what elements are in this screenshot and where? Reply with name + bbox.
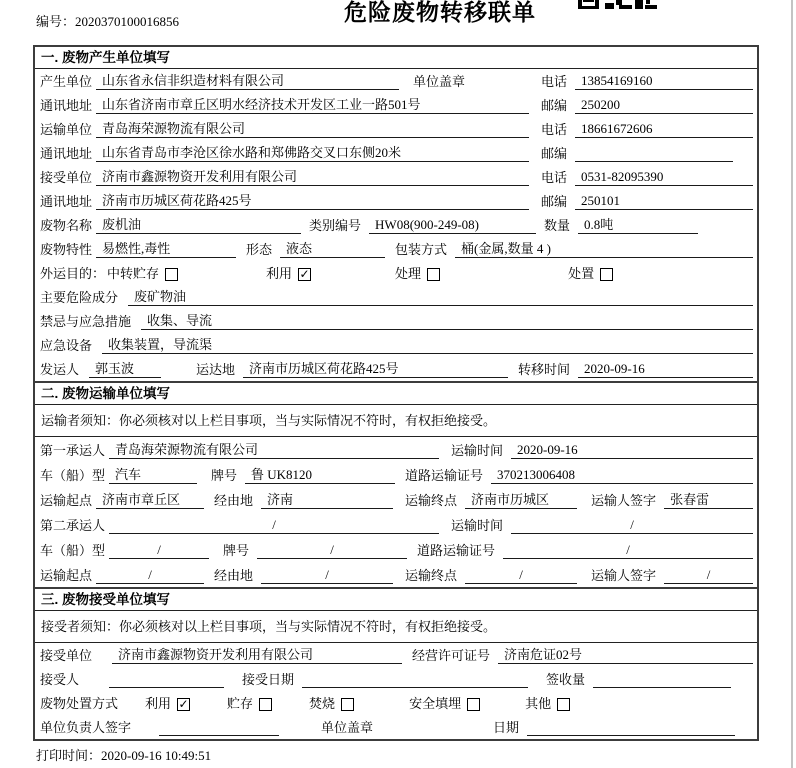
receiver-zip-group: [541, 193, 753, 210]
via1-value: 济南: [261, 492, 393, 509]
transfer-date-value: 2020-09-16: [578, 361, 753, 378]
transport-date1-label: 运输时间: [451, 443, 504, 458]
main-hazard-row: [35, 285, 757, 309]
producer-zip-value: 250200: [575, 97, 753, 114]
receiver-notice: 接受者须知：你必须核对以上栏目事项，当与实际情况不符时，有权拒绝接受。: [35, 611, 757, 643]
producer-address-value: 山东省济南市章丘区明水经济技术开发区工业一路501号: [96, 97, 529, 114]
carrier1-value: 青岛海荣源物流有限公司: [109, 442, 439, 459]
destination-value: 济南市历城区荷花路425号: [243, 361, 508, 378]
carrier2-row: [35, 512, 757, 537]
terminal1-label: 运输终点: [405, 493, 458, 508]
purpose-transfer-storage-label: 中转贮存: [107, 266, 160, 281]
waste-property-label: 废物特性: [40, 242, 93, 257]
purpose-recycle-checkbox: ✓: [299, 267, 310, 281]
qr-code-fragment: [578, 0, 658, 10]
destination-label: 运达地: [196, 362, 236, 377]
route1-row: [35, 487, 757, 512]
vehicle-type2-value: /: [109, 542, 209, 559]
transport-unit-row: [35, 117, 757, 141]
plate-number1-label: 牌号: [211, 468, 238, 483]
waste-code-value: HW08(900-249-08): [369, 217, 536, 234]
unit-seal-label: 单位盖章: [413, 74, 466, 89]
packing-method-label: 包装方式: [395, 242, 448, 257]
received-amount-value: [593, 672, 731, 688]
producer-zip-label: 邮编: [541, 98, 568, 113]
waste-property-value: 易燃性,毒性: [96, 241, 236, 258]
transport-date2-label: 运输时间: [451, 518, 504, 533]
section-transporter-header: 二. 废物运输单位填写: [35, 383, 757, 405]
consignor-value: 郭玉波: [89, 361, 161, 378]
license-no-value: 济南危证02号: [498, 647, 753, 664]
producer-unit-value: 山东省永信非织造材料有限公司: [96, 73, 399, 90]
receiver-address-value: 济南市历城区荷花路425号: [96, 193, 529, 210]
terminal2-label: 运输终点: [405, 568, 458, 583]
section-receiver: [33, 587, 759, 741]
serial-number-line: [36, 14, 179, 30]
transport-zip-label: 邮编: [541, 146, 568, 161]
transport-address-row: [35, 141, 757, 165]
receive-stamp-date-value: [527, 720, 735, 736]
transport-phone-label: 电话: [541, 122, 568, 137]
consignor-label: 发运人: [40, 362, 80, 377]
emergency-equipment-value: 收集装置，导流渠: [102, 337, 753, 354]
document-header: [0, 0, 796, 45]
via2-value: /: [261, 567, 393, 584]
transporter-sign2-label: 运输人签字: [591, 568, 657, 583]
section-producer-header: 一. 废物产生单位填写: [35, 47, 757, 69]
print-time-label: 打印时间：: [36, 748, 102, 763]
purpose-disposal-checkbox: [600, 268, 613, 281]
disposal-incineration-label: 焚烧: [309, 696, 336, 711]
producer-address-label: 通讯地址: [40, 98, 93, 113]
emergency-equipment-label: 应急设备: [40, 338, 93, 353]
main-hazard-label: 主要危险成分: [40, 290, 119, 305]
disposal-other-label: 其他: [525, 696, 552, 711]
main-hazard-value: 废矿物油: [128, 289, 753, 306]
vehicle1-row: [35, 462, 757, 487]
receiver-zip-value: 250101: [575, 193, 753, 210]
receiver-phone-group: [541, 169, 753, 186]
packing-method-value: 桶(金属,数量 4 ): [455, 241, 753, 258]
disposal-storage-checkbox: [259, 698, 272, 711]
receiver-unit-value: 济南市鑫源物资开发利用有限公司: [96, 169, 529, 186]
origin1-value: 济南市章丘区: [96, 492, 204, 509]
producer-phone-group: [541, 73, 753, 90]
vehicle-type1-value: 汽车: [109, 467, 197, 484]
section-transporter: [33, 381, 759, 589]
plate-number2-label: 牌号: [223, 543, 250, 558]
terminal2-value: /: [465, 567, 577, 584]
receive-person-value: [109, 672, 224, 688]
section-producer: [33, 45, 759, 383]
receiver-seal-label: 单位盖章: [321, 720, 374, 735]
waste-name-value: 废机油: [96, 217, 301, 234]
receive-date-value: [302, 672, 528, 688]
license-no-label: 经营许可证号: [412, 648, 491, 663]
waste-code-label: 类别编号: [309, 218, 362, 233]
producer-phone-label: 电话: [541, 74, 568, 89]
producer-address-row: [35, 93, 757, 117]
vehicle-type1-label: 车（船）型: [40, 468, 106, 483]
origin2-label: 运输起点: [40, 568, 93, 583]
transport-phone-value: 18661672606: [575, 121, 753, 138]
transporter-notice: 运输者须知：你必须核对以上栏目事项，当与实际情况不符时，有权拒绝接受。: [35, 405, 757, 437]
transport-address-label: 通讯地址: [40, 146, 93, 161]
emergency-measures-row: [35, 309, 757, 333]
road-permit2-value: /: [503, 542, 753, 559]
waste-property-row: [35, 237, 757, 261]
disposal-other-checkbox: [557, 698, 570, 711]
manager-sign-value: [159, 720, 279, 736]
disposal-landfill-checkbox: [467, 698, 480, 711]
receiver-unit-row: [35, 165, 757, 189]
carrier1-row: [35, 437, 757, 462]
waste-form-value: 液态: [280, 241, 385, 258]
disposal-method-label: 废物处置方式: [40, 696, 119, 711]
receiver-phone-label: 电话: [541, 170, 568, 185]
purpose-disposal-label: 处置: [568, 266, 595, 281]
disposal-incineration-checkbox: [341, 698, 354, 711]
purpose-transfer-storage-checkbox: [165, 268, 178, 281]
producer-unit-row: [35, 69, 757, 93]
transfer-purpose-label: 外运目的：: [40, 266, 106, 281]
received-amount-label: 签收量: [545, 672, 585, 687]
road-permit1-value: 370213006408: [491, 467, 753, 484]
plate-number1-value: 鲁 UK8120: [245, 467, 395, 484]
carrier1-label: 第一承运人: [40, 443, 106, 458]
transport-date2-value: /: [511, 517, 753, 534]
receive-person-row: [35, 667, 757, 691]
serial-label: 编号：: [36, 14, 76, 29]
transport-zip-value: [575, 146, 733, 162]
disposal-method-row: [35, 691, 757, 715]
transport-unit-label: 运输单位: [40, 122, 93, 137]
purpose-recycle-label: 利用: [266, 266, 293, 281]
receiver-address-label: 通讯地址: [40, 194, 93, 209]
transfer-purpose-row: [35, 261, 757, 285]
print-time-line: [36, 748, 211, 764]
manager-sign-label: 单位负责人签字: [40, 720, 132, 735]
transporter-sign2-value: /: [664, 567, 753, 584]
via1-label: 经由地: [214, 493, 254, 508]
purpose-treatment-label: 处理: [395, 266, 422, 281]
road-permit1-label: 道路运输证号: [405, 468, 484, 483]
origin2-value: /: [96, 567, 204, 584]
waste-name-label: 废物名称: [40, 218, 93, 233]
disposal-recycle-label: 利用: [145, 696, 172, 711]
receive-stamp-date-label: 日期: [493, 720, 520, 735]
disposal-landfill-label: 安全填埋: [409, 696, 462, 711]
vehicle-type2-label: 车（船）型: [40, 543, 106, 558]
plate-number2-value: /: [257, 542, 407, 559]
transporter-sign1-value: 张春雷: [664, 492, 753, 509]
receive-person-label: 接受人: [40, 672, 80, 687]
transporter-sign1-label: 运输人签字: [591, 493, 657, 508]
origin1-label: 运输起点: [40, 493, 93, 508]
manager-sign-row: [35, 715, 757, 739]
receiver-address-row: [35, 189, 757, 213]
transport-zip-group: [541, 146, 753, 162]
producer-zip-group: [541, 97, 753, 114]
receiver-unit-label: 接受单位: [40, 170, 93, 185]
consignor-row: [35, 357, 757, 381]
transport-address-value: 山东省青岛市李沧区徐水路和郑佛路交叉口东侧20米: [96, 145, 529, 162]
form-title: 危险废物转移联单: [344, 0, 536, 25]
receive-date-label: 接受日期: [242, 672, 295, 687]
disposal-recycle-checkbox: ✓: [178, 697, 189, 711]
emergency-measures-label: 禁忌与应急措施: [40, 314, 132, 329]
receive-unit-value: 济南市鑫源物资开发利用有限公司: [112, 647, 402, 664]
emergency-measures-value: 收集、导流: [141, 313, 753, 330]
transport-date1-group: [451, 442, 753, 459]
waste-form-label: 形态: [246, 242, 273, 257]
waste-name-row: [35, 213, 757, 237]
receiver-phone-value: 0531-82095390: [575, 169, 753, 186]
print-time-value: 2020-09-16 10:49:51: [101, 748, 212, 763]
road-permit2-label: 道路运输证号: [417, 543, 496, 558]
transport-date2-group: [451, 517, 753, 534]
transfer-date-label: 转移时间: [518, 362, 571, 377]
terminal1-value: 济南市历城区: [465, 492, 577, 509]
route2-row: [35, 562, 757, 587]
waste-quantity-value: 0.8吨: [578, 217, 698, 234]
vehicle2-row: [35, 537, 757, 562]
transport-phone-group: [541, 121, 753, 138]
receive-unit-row: [35, 643, 757, 667]
producer-unit-label: 产生单位: [40, 74, 93, 89]
transport-unit-value: 青岛海荣源物流有限公司: [96, 121, 529, 138]
transport-date1-value: 2020-09-16: [511, 442, 753, 459]
manifest-form: [33, 45, 759, 741]
purpose-treatment-checkbox: [427, 268, 440, 281]
carrier2-label: 第二承运人: [40, 518, 106, 533]
via2-label: 经由地: [214, 568, 254, 583]
disposal-storage-label: 贮存: [227, 696, 254, 711]
receiver-zip-label: 邮编: [541, 194, 568, 209]
page-edge-divider: [791, 0, 793, 768]
carrier2-value: /: [109, 517, 439, 534]
section-receiver-header: 三. 废物接受单位填写: [35, 589, 757, 611]
receive-unit-label: 接受单位: [40, 648, 93, 663]
producer-phone-value: 13854169160: [575, 73, 753, 90]
serial-number: 2020370100016856: [75, 14, 180, 29]
emergency-equipment-row: [35, 333, 757, 357]
waste-quantity-label: 数量: [543, 218, 570, 233]
